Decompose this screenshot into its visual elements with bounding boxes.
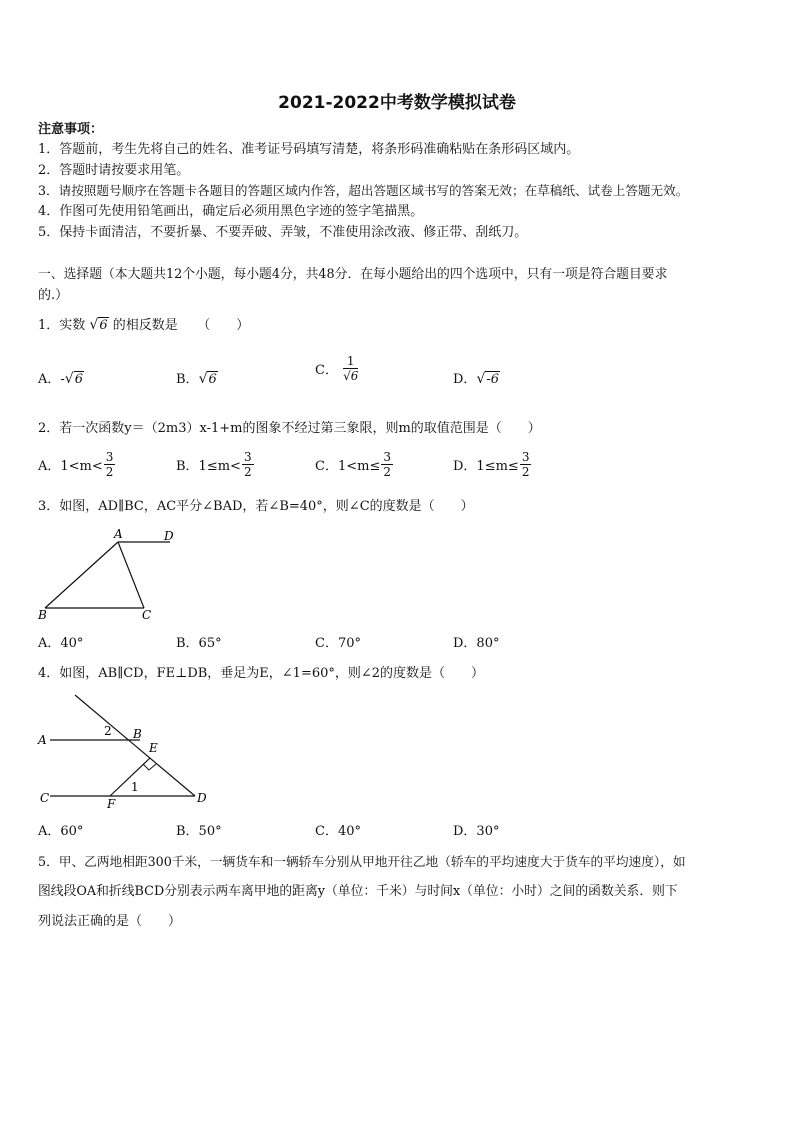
q5-line1: 5．甲、乙两地相距300千米，一辆货车和一辆轿车分别从甲地开往乙地（轿车的平均速度大于货车的平均速度），如 [38, 854, 686, 869]
q3-option-b: B．65° [176, 636, 222, 651]
q1-suffix: 的相反数是 （ ） [112, 318, 250, 333]
q4-stem: 4．如图，AB∥CD，FE⊥DB，垂足为E，∠1=60°，则∠2的度数是（ ） [38, 666, 485, 681]
q1-option-c: C． $\frac{1}{√6}$ [315, 354, 359, 383]
q5-line3: 列说法正确的是（ ） [38, 914, 182, 929]
q2-option-c: C．1<m≤ $\frac{3}{2}$ [315, 450, 391, 479]
q3-option-a: A．40° [38, 636, 84, 651]
q3-option-d: D．80° [453, 636, 500, 651]
q4-angle-1: 1 [131, 780, 139, 794]
notice-item-2: 2．答题时请按要求用笔。 [38, 163, 190, 178]
q1-option-d: D．√-6 [453, 371, 500, 387]
notice-heading: 注意事项： [38, 122, 104, 137]
q2-option-b: B．1≤m< $\frac{3}{2}$ [176, 450, 252, 479]
q4-label-e: E [149, 741, 158, 755]
notice-item-5: 5．保持卡面清洁，不要折暴、不要弄破、弄皱，不准使用涂改液、修正带、刮纸刀。 [38, 225, 528, 240]
q4-label-d: D [197, 791, 207, 805]
q3-label-d: D [164, 529, 174, 543]
q4-label-a: A [38, 733, 47, 747]
q2-option-d: D．1≤m≤ $\frac{3}{2}$ [453, 450, 530, 479]
q2-stem: 2．若一次函数y＝（2m3）x-1+m的图象不经过第三象限，则m的取值范围是（ ） [38, 421, 541, 436]
q1-prefix: 1．实数 [38, 318, 86, 333]
notice-item-1: 1．答题前，考生先将自己的姓名、准考证号码填写清楚，将条形码准确粘贴在条形码区域内。 [38, 142, 580, 157]
q5-line2: 图线段OA和折线BCD分别表示两车离甲地的距离y（单位：千米）与时间x（单位：小时）之间的函数关系．则下 [38, 884, 678, 899]
q4-label-c: C [40, 791, 50, 805]
q3-label-a: A [114, 527, 123, 541]
q3-triangle-figure [30, 524, 190, 624]
q4-angle-2: 2 [104, 724, 112, 738]
q4-option-d: D．30° [453, 824, 500, 839]
page-title: 2021-2022中考数学模拟试卷 [278, 93, 516, 113]
q4-parallel-lines-figure [30, 690, 220, 810]
q1-stem [38, 315, 249, 336]
section1-line2: 的.） [38, 288, 69, 303]
q4-option-c: C．40° [315, 824, 361, 839]
q1-option-b: B．√6 [176, 371, 217, 387]
q2-option-a: A．1<m< $\frac{3}{2}$ [38, 450, 114, 479]
q4-label-b: B [133, 727, 142, 741]
notice-item-4: 4．作图可先使用铅笔画出，确定后必须用黑色字迹的签字笔描黑。 [38, 204, 424, 219]
q1-option-a: A．-√6 [38, 371, 83, 387]
section1-line1: 一、选择题（本大题共12个小题，每小题4分，共48分．在每小题给出的四个选项中，只有一项是符合题目要求 [38, 267, 668, 282]
q4-option-b: B．50° [176, 824, 222, 839]
notice-item-3: 3．请按照题号顺序在答题卡各题目的答题区域内作答，超出答题区域书写的答案无效；在草稿纸、试卷上答题无效。 [38, 183, 689, 198]
q3-option-c: C．70° [315, 636, 361, 651]
q3-stem: 3．如图，AD∥BC，AC平分∠BAD，若∠B=40°，则∠C的度数是（ ） [38, 499, 474, 514]
q3-label-b: B [38, 608, 47, 622]
q4-label-f: F [107, 797, 116, 810]
q1-sqrt: √6 [89, 317, 108, 333]
q4-option-a: A．60° [38, 824, 84, 839]
q3-label-c: C [142, 608, 152, 622]
